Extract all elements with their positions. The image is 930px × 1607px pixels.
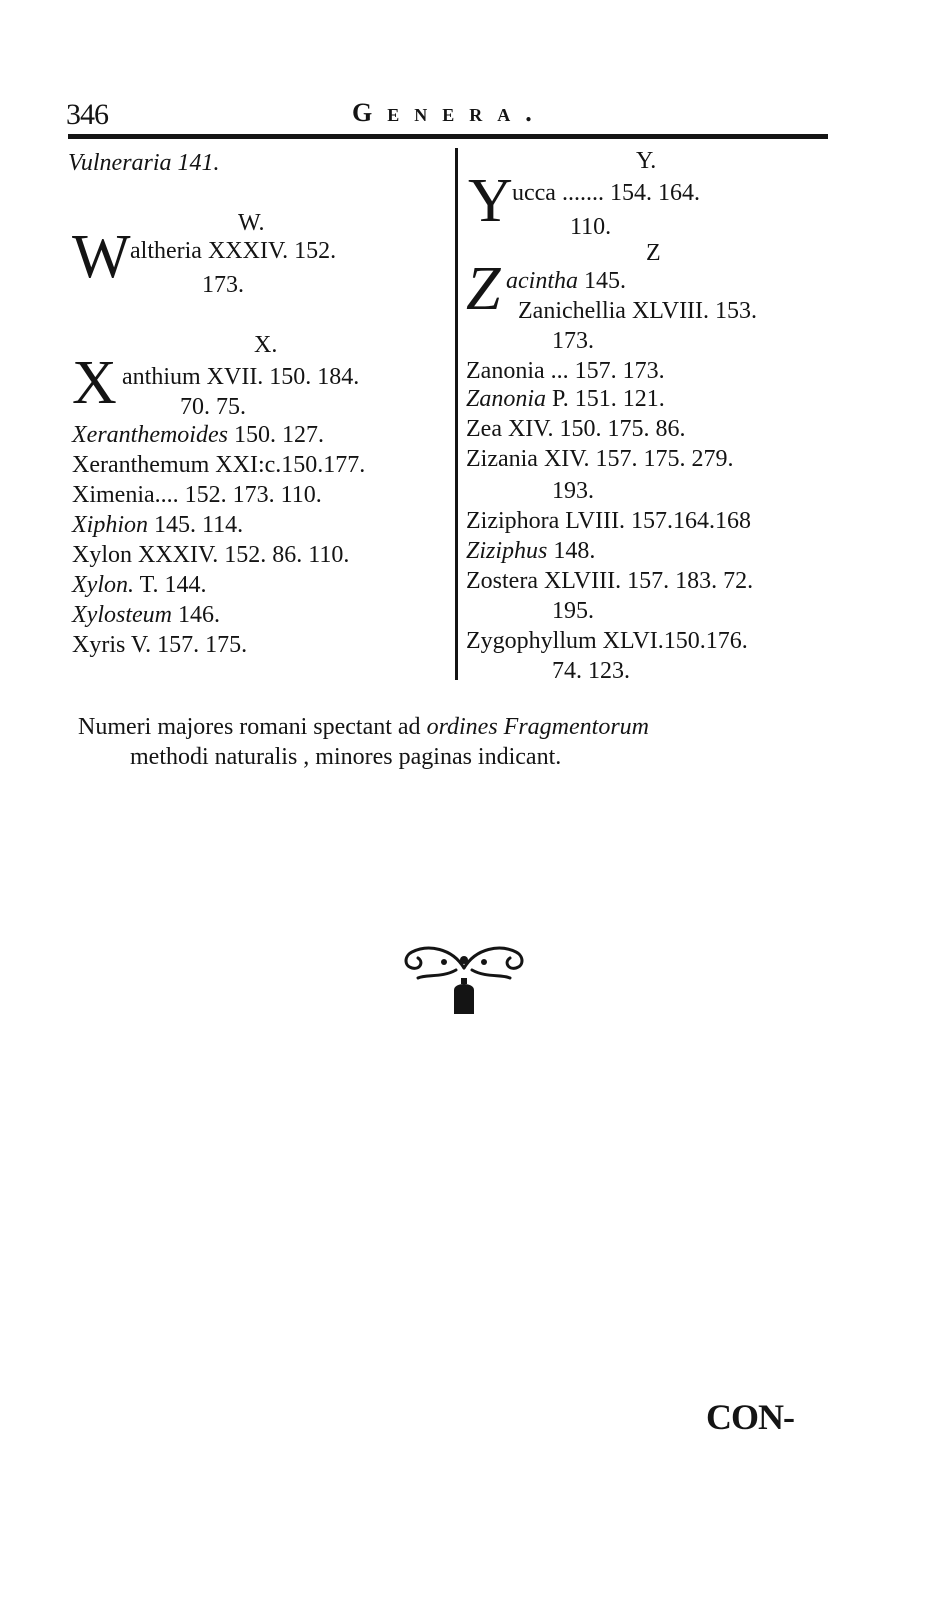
entry-waltheria-cont: 173. [202, 272, 244, 298]
index-note [78, 712, 858, 772]
page-number: 346 [66, 98, 108, 131]
note-text-end: methodi naturalis , minores paginas indicant. [130, 744, 562, 770]
section-head-w: W. [238, 210, 265, 236]
entry-xanthium: anthium XVII. 150. 184. [122, 364, 360, 390]
entry-yucca: ucca ....... 154. 164. [512, 180, 700, 206]
entry-xeranthemoides [72, 422, 324, 448]
section-head-y: Y. [636, 148, 657, 174]
note-text-italic: ordines Fragmentorum [426, 714, 649, 740]
genus-name: Zanonia [466, 386, 547, 412]
entry-zizania-cont: 193. [552, 478, 594, 504]
page-refs: 145. 114. [154, 512, 244, 538]
genus-name: Xylosteum [72, 602, 172, 628]
entry-xiphion [72, 512, 243, 538]
entry-xeranthemum: Xeranthemum XXI:c.150.177. [72, 452, 366, 478]
page-refs: 146. [177, 602, 220, 628]
entry-ziziphus [466, 538, 595, 564]
entry-ziziphora: Ziziphora LVIII. 157.164.168 [466, 508, 752, 534]
entry-zizania: Zizania XIV. 157. 175. 279. [466, 446, 734, 472]
entry-zanonia-p [466, 386, 665, 412]
page-refs: 150. 127. [233, 422, 324, 448]
entry-xylosteum [72, 602, 220, 628]
catchword: CON- [706, 1397, 794, 1437]
initial-x: X [72, 349, 117, 417]
column-divider [455, 148, 458, 680]
entry-xylon: Xylon XXXIV. 152. 86. 110. [72, 542, 350, 568]
entry-zanichellia-cont: 173. [552, 328, 594, 354]
genus-name: Xeranthemoides [72, 422, 228, 448]
entry-zostera: Zostera XLVIII. 157. 183. 72. [466, 568, 754, 594]
entry-zostera-cont: 195. [552, 598, 594, 624]
page-refs: 148. [553, 538, 596, 564]
entry-yucca-cont: 110. [570, 214, 612, 240]
page-refs: 145. [584, 268, 626, 294]
entry-zygophyllum: Zygophyllum XLVI.150.176. [466, 628, 748, 654]
running-head: Genera. [352, 98, 547, 127]
section-head-x: X. [254, 332, 278, 358]
entry-zea: Zea XIV. 150. 175. 86. [466, 416, 686, 442]
entry-xylon-t [72, 572, 206, 598]
note-text-start: Numeri majores romani spectant ad [78, 714, 421, 740]
entry-ximenia: Ximenia.... 152. 173. 110. [72, 482, 322, 508]
genus-name: acintha [506, 268, 578, 294]
genus-name: Xiphion [72, 512, 148, 538]
entry-xanthium-cont: 70. 75. [180, 394, 246, 420]
page-refs: P. 151. 121. [552, 386, 665, 412]
entry-zacintha [506, 268, 626, 294]
initial-z: Z [466, 255, 501, 323]
initial-w: W [72, 223, 131, 291]
section-head-z: Z [646, 240, 661, 266]
printers-ornament-icon [398, 938, 530, 1018]
entry-vulneraria: Vulneraria 141. [68, 150, 220, 176]
entry-zygophyllum-cont: 74. 123. [552, 658, 630, 684]
entry-xyris: Xyris V. 157. 175. [72, 632, 248, 658]
header-rule [68, 134, 828, 139]
genus-name: Ziziphus [466, 538, 548, 564]
genus-name: Xylon. [72, 572, 134, 598]
entry-waltheria: altheria XXXIV. 152. [130, 238, 337, 264]
entry-zanonia: Zanonia ... 157. 173. [466, 358, 665, 384]
page-refs: T. 144. [139, 572, 207, 598]
initial-y: Y [468, 167, 513, 235]
entry-zanichellia: Zanichellia XLVIII. 153. [518, 298, 758, 324]
